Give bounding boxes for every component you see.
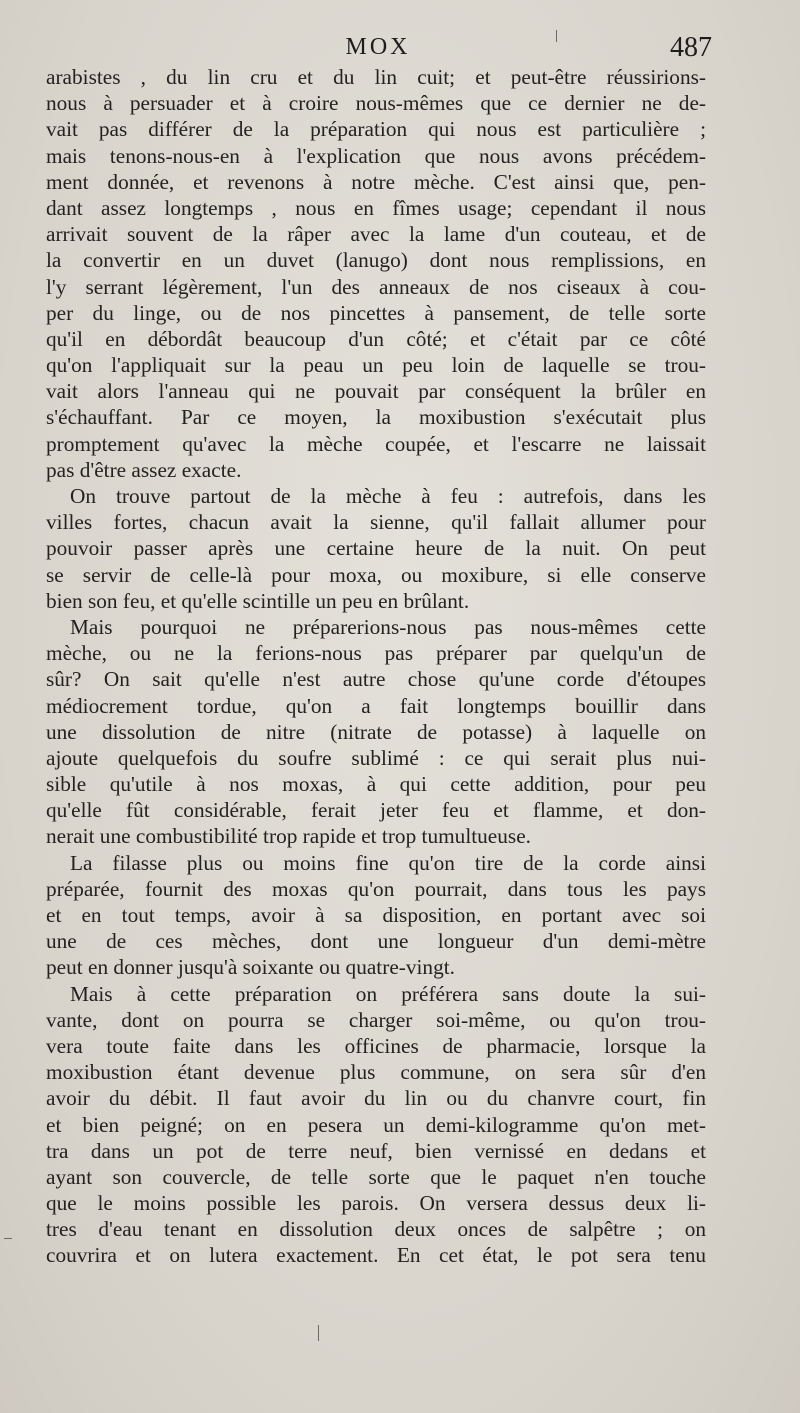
text-line: nous à persuader et à croire nous-mêmes que ce dernier ne de- — [46, 91, 706, 116]
running-head-title: MOX — [345, 34, 411, 60]
paragraph — [46, 850, 706, 981]
text-line: qu'on l'appliquait sur la peau un peu loin de laquelle se trou- — [46, 353, 706, 378]
text-line: Mais pourquoi ne préparerions-nous pas nous-mêmes cette — [70, 614, 706, 639]
text-line: ajoute quelquefois du soufre sublimé : ce qui serait plus nui- — [46, 745, 706, 770]
text-line: l'y serrant légèrement, l'un des anneaux de nos ciseaux à cou- — [46, 274, 706, 299]
text-line: médiocrement tordue, qu'on a fait longtemps bouillir dans — [46, 693, 706, 718]
text-line: qu'elle fût considérable, ferait jeter feu et flamme, et don- — [46, 798, 706, 823]
paragraph — [46, 64, 706, 483]
text-line: et en tout temps, avoir à sa disposition, en portant avec soi — [46, 903, 706, 927]
text-line: une de ces mèches, dont une longueur d'un demi-mètre — [46, 929, 706, 954]
paragraph — [46, 614, 706, 850]
text-line: vera toute faite dans les officines de pharmacie, lorsque la — [46, 1033, 706, 1058]
running-head — [48, 32, 712, 64]
print-speck-left — [4, 1238, 12, 1239]
text-line: ment donnée, et revenons à notre mèche. C'est ainsi que, pen- — [46, 169, 706, 194]
text-line: que le moins possible les parois. On versera dessus deux li- — [46, 1191, 706, 1216]
text-line: une dissolution de nitre (nitrate de potasse) à laquelle on — [46, 719, 706, 744]
text-line: villes fortes, chacun avait la sienne, qu'il fallait allumer pour — [46, 510, 706, 535]
text-line: La filasse plus ou moins fine qu'on tire de la corde ainsi — [70, 850, 706, 875]
text-line: vait alors l'anneau qui ne pouvait par conséquent la brûler en — [46, 379, 706, 404]
text-line: avoir du débit. Il faut avoir du lin ou du chanvre court, fin — [46, 1086, 706, 1111]
text-line: mèche, ou ne la ferions-nous pas préparer par quelqu'un de — [46, 641, 706, 666]
text-line: Mais à cette préparation on préférera sans doute la sui- — [70, 981, 706, 1006]
print-speck-top — [556, 30, 557, 42]
text-line: bien son feu, et qu'elle scintille un peu en brûlant. — [46, 588, 470, 613]
text-line: s'échauffant. Par ce moyen, la moxibustion s'exécutait plus — [46, 405, 706, 430]
text-line: arrivait souvent de la râper avec la lame d'un couteau, et de — [46, 222, 706, 247]
text-line: tres d'eau tenant en dissolution deux onces de salpêtre ; on — [46, 1217, 706, 1242]
text-line: ayant son couvercle, de telle sorte que le paquet n'en touche — [46, 1164, 706, 1189]
text-line: se servir de celle-là pour moxa, ou moxibure, si elle conserve — [46, 562, 706, 587]
text-line: nerait une combustibilité trop rapide et trop tumultueuse. — [46, 824, 531, 849]
text-line: per du linge, ou de nos pincettes à pansement, de telle sorte — [46, 300, 706, 325]
text-line: préparée, fournit des moxas qu'on pourrait, dans tous les pays — [46, 876, 706, 901]
page-number: 487 — [670, 32, 712, 63]
text-line: arabistes , du lin cru et du lin cuit; et peut-être réussirions- — [46, 65, 706, 89]
text-line: tra dans un pot de terre neuf, bien vernissé en dedans et — [46, 1138, 706, 1163]
text-line: moxibustion étant devenue plus commune, on sera sûr d'en — [46, 1060, 706, 1085]
text-line: peut en donner jusqu'à soixante ou quatre-vingt. — [46, 955, 455, 980]
print-speck-bottom — [318, 1325, 319, 1341]
text-line: et bien peigné; on en pesera un demi-kilogramme qu'on met- — [46, 1112, 706, 1137]
text-line: promptement qu'avec la mèche coupée, et l'escarre ne laissait — [46, 431, 706, 456]
text-line: dant assez longtemps , nous en fîmes usage; cependant il nous — [46, 195, 706, 220]
text-line: qu'il en débordât beaucoup d'un côté; et c'était par ce côté — [46, 326, 706, 351]
body-text — [46, 64, 706, 1269]
text-line: vante, dont on pourra se charger soi-même, ou qu'on trou- — [46, 1007, 706, 1032]
paragraph — [46, 981, 706, 1269]
text-line: pouvoir passer après une certaine heure de la nuit. On peut — [46, 536, 706, 561]
text-line: mais tenons-nous-en à l'explication que nous avons précédem- — [46, 143, 706, 168]
text-line: vait pas différer de la préparation qui nous est particulière ; — [46, 117, 706, 142]
text-line: couvrira et on lutera exactement. En cet état, le pot sera tenu — [46, 1243, 706, 1268]
text-line: sible qu'utile à nos moxas, à qui cette addition, pour peu — [46, 772, 706, 797]
text-line: pas d'être assez exacte. — [46, 457, 242, 482]
text-line: sûr? On sait qu'elle n'est autre chose qu'une corde d'étoupes — [46, 667, 706, 692]
text-line: la convertir en un duvet (lanugo) dont nous remplissions, en — [46, 248, 706, 273]
paragraph — [46, 483, 706, 614]
text-line: On trouve partout de la mèche à feu : autrefois, dans les — [70, 484, 706, 508]
